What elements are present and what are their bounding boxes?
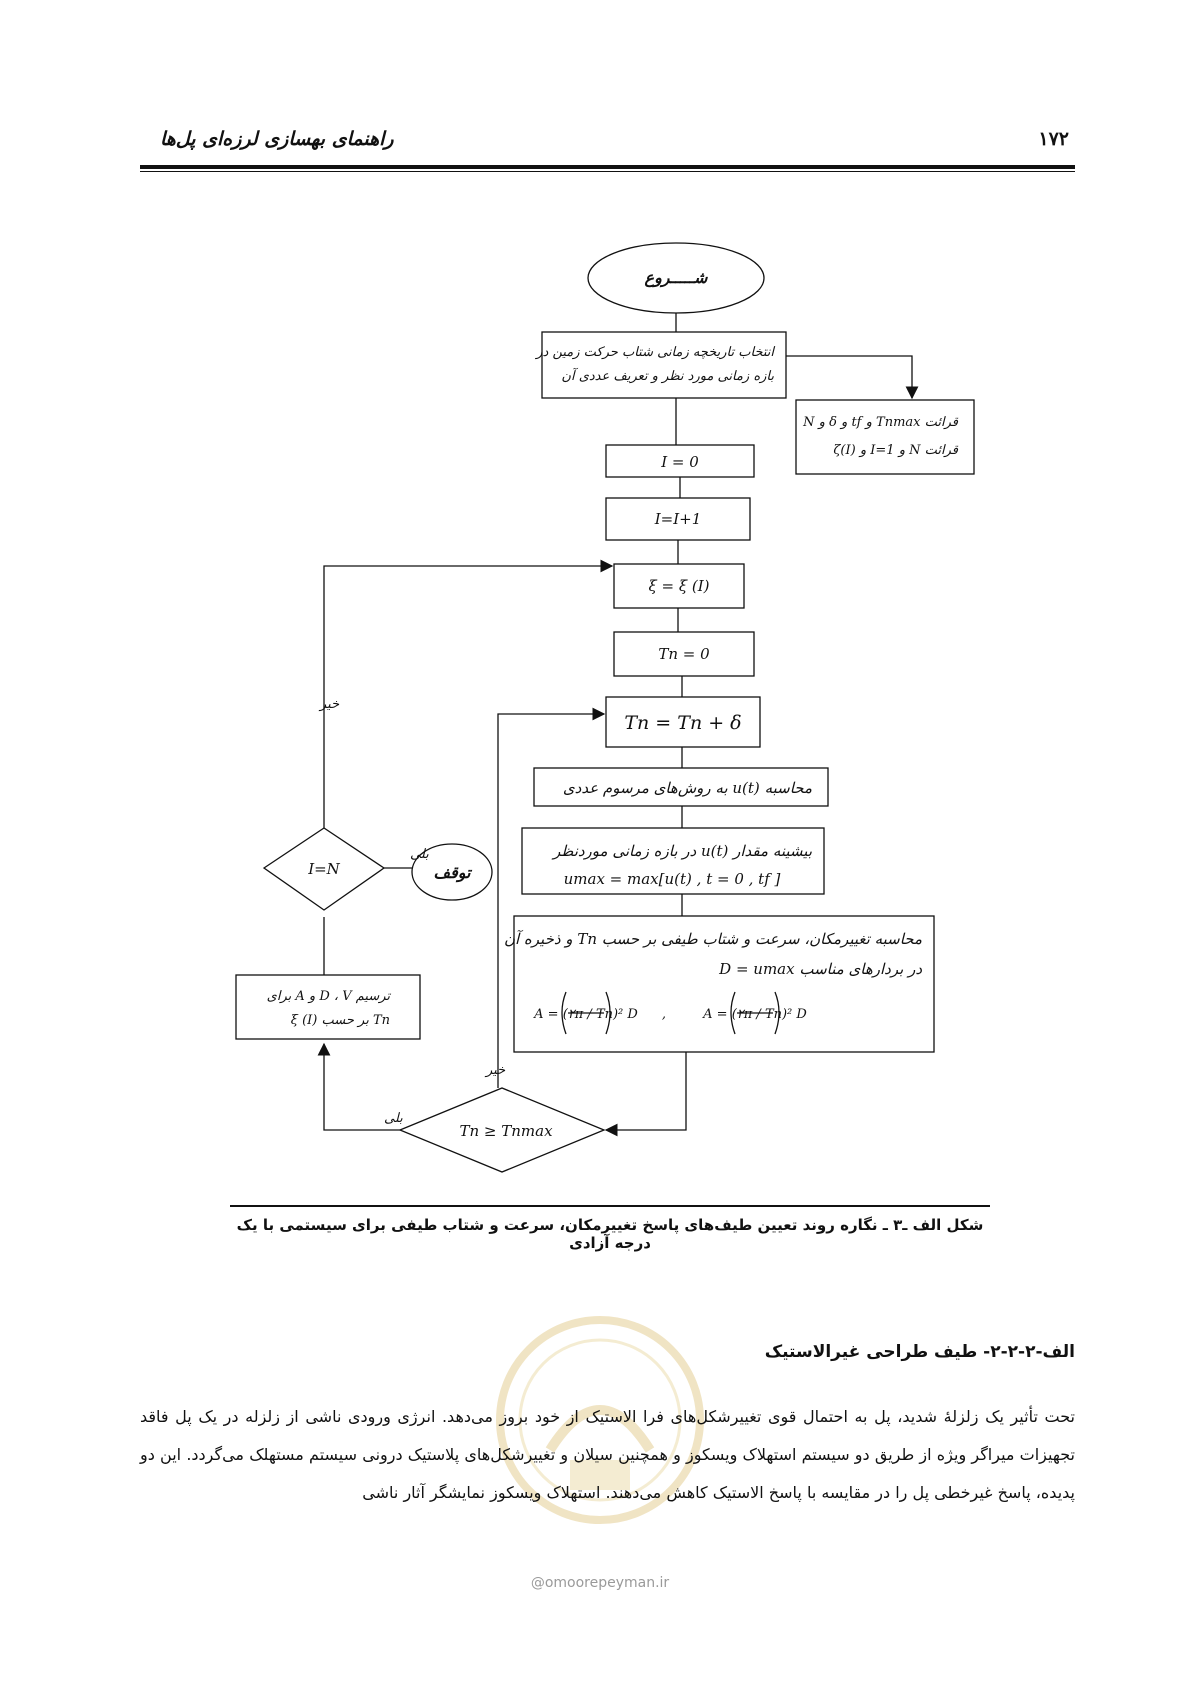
- spectra-line-1: محاسبه تغییرمکان، سرعت و شتاب طیفی بر حسب Tn و ذخیره آن: [503, 930, 922, 948]
- tn-zero-label: Tn = 0: [658, 645, 710, 663]
- i-increment-label: I=I+1: [654, 510, 702, 528]
- i-zero-label: I = 0: [661, 453, 699, 471]
- page-number: ۱۷۲: [1038, 128, 1069, 150]
- start-label: شـــــروع: [644, 268, 708, 287]
- select-line-2: بازه زمانی مورد نظر و تعریف عددی آن: [561, 369, 774, 384]
- plot-box: [236, 975, 420, 1039]
- formula-right: A = (۲π / Tn)² D: [703, 1007, 807, 1022]
- tn-increment-label: Tn = Tn + δ: [624, 712, 742, 734]
- figure-caption: شکل الف ـ۳ ـ نگاره روند تعیین طیف‌های پاسخ تغییرمکان، سرعت و شتاب طیفی برای سیستمی با یک درجه آزادی: [236, 1216, 984, 1252]
- stop-label: توقف: [433, 863, 471, 882]
- watermark-url: @omoorepeyman.ir: [530, 1575, 670, 1591]
- spectra-line-2: در بردارهای مناسب D = umax: [719, 960, 922, 978]
- formula-left: A = (۲π / Tn)² D: [534, 1007, 638, 1022]
- xi-assign-label: ξ = ξ (I): [648, 577, 710, 595]
- label-no-tn: خیر: [486, 1063, 506, 1078]
- compute-u-label: محاسبه u(t) به روش‌های مرسوم عددی: [562, 779, 812, 797]
- plot-line-1: ترسیم D ، V و A برای: [266, 989, 390, 1004]
- select-box: [542, 332, 786, 398]
- tn-decision-label: Tn ≥ Tnmax: [459, 1122, 553, 1140]
- read-box: [796, 400, 974, 474]
- formula-separator: ,: [661, 1007, 667, 1022]
- caption-rule: [230, 1205, 990, 1207]
- i-decision-label: I=N: [308, 860, 340, 878]
- read-line-2: قرائت N و I=1 و ζ(I): [833, 443, 958, 458]
- header-title: راهنمای بهسازی لرزه‌ای پل‌ها: [160, 128, 394, 150]
- label-yes-tn: بلی: [384, 1111, 403, 1126]
- label-no-i: خیر: [320, 697, 340, 712]
- max-line-2: umax = max[u(t) , t = 0 , tf ]: [563, 870, 781, 888]
- body-paragraph: تحت تأثیر یک زلزلهٔ شدید، پل به احتمال قوی تغییرشکل‌های فرا الاستیک از خود بروز می‌دهد. انرژی ورودی ناشی از زلزله در یک پل فاقد تجهیزات میراگر ویژه از طریق دو سیستم استهلاک ویسکوز و همچنین سیلان و تغییرشکل‌های پلاستیک درونی سیستم مستهلک می‌گردد. این دو پدیده، پاسخ غیرخطی پل را در مقایسه با پاسخ الاستیک کاهش می‌دهند. استهلاک ویسکوز نمایشگر آثار ناشی: [140, 1407, 1075, 1502]
- max-line-1: بیشینه مقدار u(t) در بازه زمانی موردنظر: [553, 842, 812, 860]
- read-line-1: قرائت Tnmax و tf و δ و N: [803, 415, 958, 430]
- label-yes-i: بلی: [410, 847, 429, 862]
- section-heading: الف-۲-۲-۲- طیف طراحی غیرالاستیک: [764, 1342, 1075, 1362]
- select-line-1: انتخاب تاریخچه زمانی شتاب حرکت زمین در: [536, 345, 774, 360]
- plot-line-2: Tn بر حسب ξ (I): [290, 1013, 390, 1028]
